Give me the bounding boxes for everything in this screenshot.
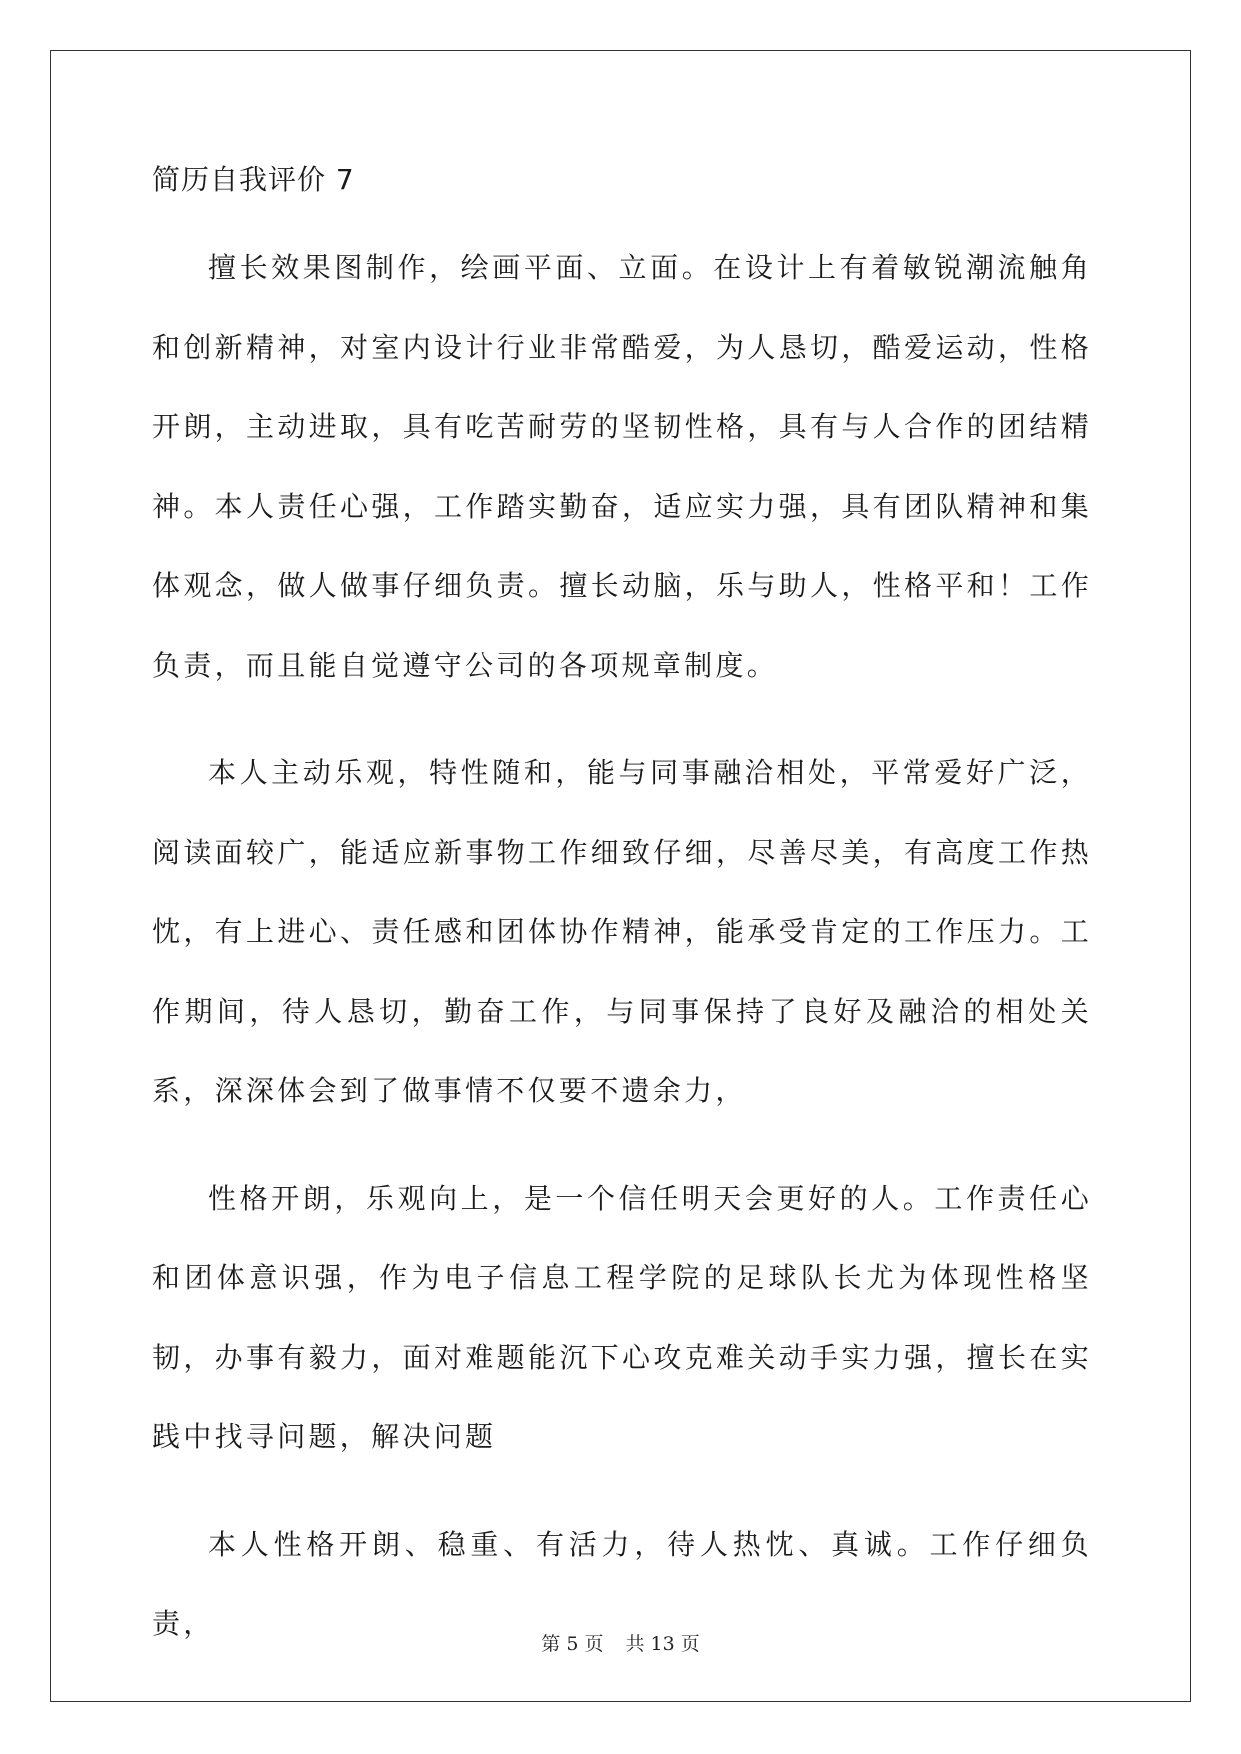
paragraph-4: 本人性格开朗、稳重、有活力，待人热忱、真诚。工作仔细负责， xyxy=(152,1527,1092,1640)
paragraph-1: 擅长效果图制作，绘画平面、立面。在设计上有着敏锐潮流触角和创新精神，对室内设计行业非常酷爱，为人恳切，酷爱运动，性格开朗，主动进取，具有吃苦耐劳的坚韧性格，具有与人合作的团结精神。本人责任心强，工作踏实勤奋，适应实力强，具有团队精神和集体观念，做人做事仔细负责。擅长动脑，乐与助人，性格平和！工作负责，而且能自觉遵守公司的各项规章制度。 xyxy=(152,251,1092,682)
page-total: 共 13 页 xyxy=(625,1633,700,1655)
document-title: 简历自我评价 7 xyxy=(152,163,355,196)
document-body xyxy=(152,160,1092,1664)
paragraph-2: 本人主动乐观，特性随和，能与同事融洽相处，平常爱好广泛，阅读面较广，能适应新事物工作细致仔细，尽善尽美，有高度工作热忱，有上进心、责任感和团体协作精神，能承受肯定的工作压力。工作期间，待人恳切，勤奋工作，与同事保持了良好及融洽的相处关系，深深体会到了做事情不仅要不遗余力， xyxy=(152,756,1092,1107)
page-number: 第 5 页 xyxy=(541,1633,604,1655)
paragraph-3: 性格开朗，乐观向上，是一个信任明天会更好的人。工作责任心和团体意识强，作为电子信息工程学院的足球队长尤为体现性格坚韧，办事有毅力，面对难题能沉下心攻克难关动手实力强，擅长在实践中找寻问题，解决问题 xyxy=(152,1181,1092,1453)
page-footer xyxy=(0,1632,1241,1656)
